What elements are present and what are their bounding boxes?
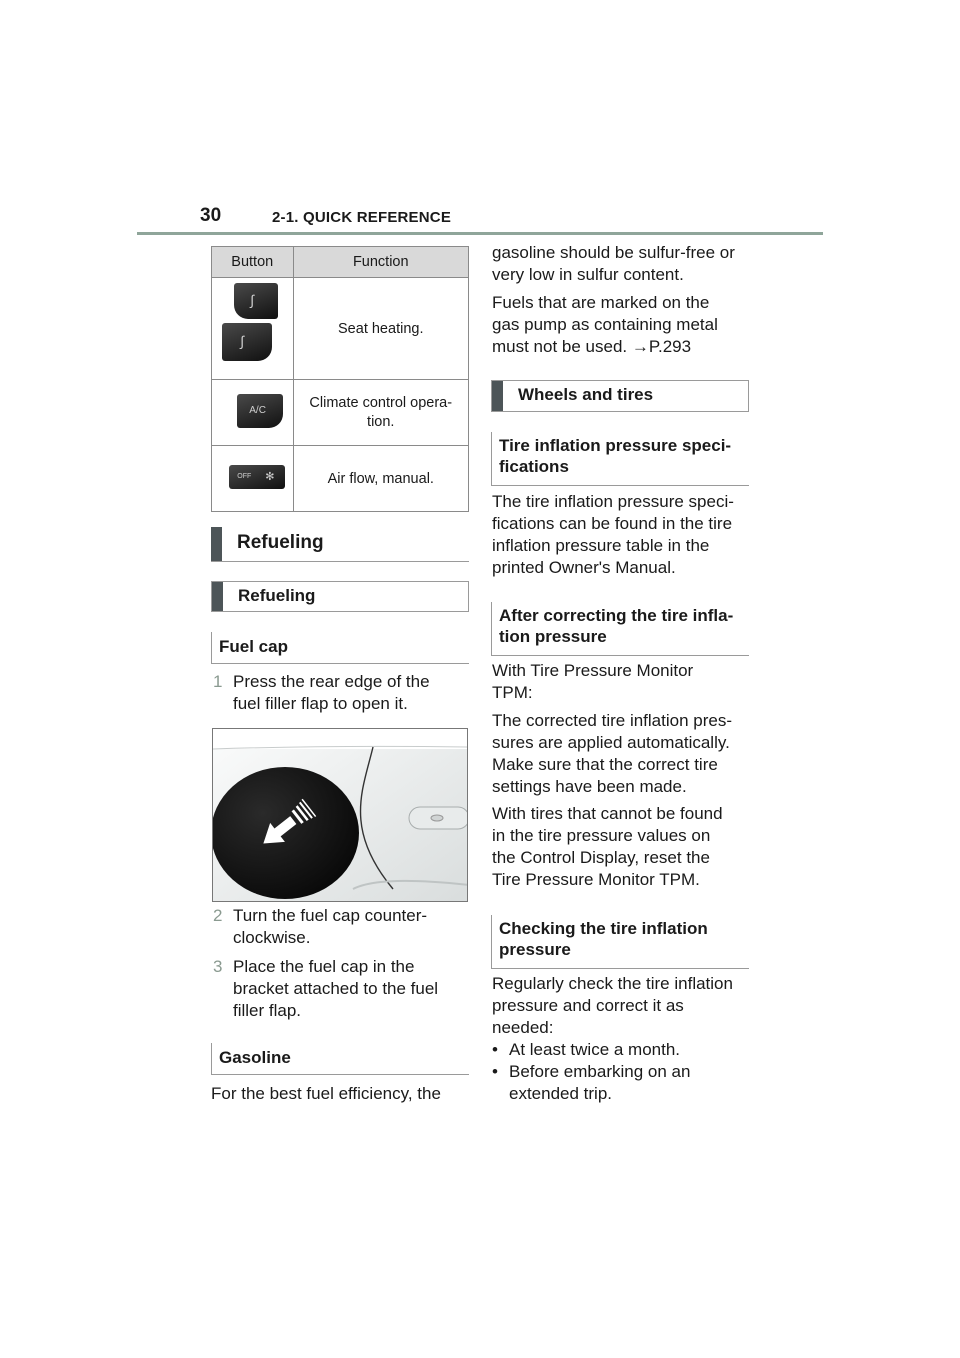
- heading-text: [499, 605, 733, 647]
- text-line: Make sure that the correct tire: [492, 755, 718, 774]
- button-function-table: [211, 246, 469, 512]
- text-line: in the tire pressure values on: [492, 826, 711, 845]
- text-line: The tire inflation pressure speci-: [492, 492, 734, 511]
- page-number: 30: [200, 205, 222, 226]
- bullet-list: [492, 1039, 690, 1105]
- heading-line: Tire inflation pressure speci-: [499, 436, 732, 455]
- table-header-function: Function: [293, 247, 468, 278]
- text-line: gasoline should be sulfur-free or: [492, 243, 735, 262]
- text-line: Turn the fuel cap counter-: [233, 906, 428, 925]
- step-2-text: [233, 905, 427, 949]
- paragraph-reset: [492, 803, 723, 891]
- text-line: Place the fuel cap in the: [233, 957, 415, 976]
- table-header-button: Button: [212, 247, 294, 278]
- function-line: tion.: [367, 413, 395, 430]
- paragraph-regularly: [492, 973, 733, 1039]
- text-line: Tire Pressure Monitor TPM.: [492, 870, 700, 889]
- text-line: printed Owner's Manual.: [492, 558, 676, 577]
- step-number: 1: [213, 672, 223, 691]
- function-seat-heating: Seat heating.: [293, 278, 468, 380]
- text-line: very low in sulfur content.: [492, 265, 684, 284]
- step-3-text: [233, 956, 438, 1022]
- text-line: sures are applied automatically.: [492, 733, 730, 752]
- table-row: [212, 278, 469, 380]
- paragraph-tpm: [492, 660, 693, 704]
- step-3: [213, 956, 222, 978]
- paragraph-sulfur: [492, 242, 735, 286]
- text-line: bracket attached to the fuel: [233, 979, 439, 998]
- text-line: fications can be found in the tire: [492, 514, 733, 533]
- paragraph-corrected: [492, 710, 732, 798]
- heading-text: Fuel cap: [219, 637, 288, 656]
- tire-pressure-spec-heading: [491, 432, 749, 486]
- text-line: settings have been made.: [492, 777, 687, 796]
- heading-line: pressure: [499, 940, 571, 959]
- fuel-filler-flap-arrow-icon: [213, 729, 468, 902]
- text-line: With Tire Pressure Monitor: [492, 661, 694, 680]
- text-line-with-page-link[interactable]: must not be used. →P.293: [492, 337, 692, 356]
- list-item: • At least twice a month.: [492, 1040, 681, 1059]
- bullet-text: At least twice a month.: [509, 1040, 681, 1059]
- text-line: fuel filler flap to open it.: [233, 694, 408, 713]
- text-line: gas pump as containing metal: [492, 315, 718, 334]
- step-1-text: [233, 671, 430, 715]
- text-line: the Control Display, reset the: [492, 848, 710, 867]
- text-line: Press the rear edge of the: [233, 672, 430, 691]
- ac-button-text: A/C: [249, 404, 266, 416]
- seat-heating-icon: ∫ ∫: [212, 278, 294, 380]
- paragraph-spec: [492, 491, 734, 579]
- heading-text: [499, 918, 708, 960]
- table-row: [212, 380, 469, 446]
- text-line: inflation pressure table in the: [492, 536, 710, 555]
- table-row: [212, 446, 469, 512]
- subsection-title: Refueling: [238, 586, 316, 605]
- gasoline-text: For the best fuel efficiency, the: [211, 1084, 441, 1103]
- subsection-wheels-and-tires: [491, 380, 749, 412]
- section-refueling: [211, 527, 469, 562]
- fuel-filler-flap-image: [212, 728, 468, 902]
- header-rule: [137, 232, 823, 235]
- bullet-text: Before embarking on an: [509, 1062, 691, 1081]
- step-2: [213, 905, 222, 927]
- heading-line: fications: [499, 457, 569, 476]
- heading-line: tion pressure: [499, 627, 607, 646]
- fuel-cap-heading: [211, 632, 469, 664]
- heading-text: Gasoline: [219, 1048, 291, 1067]
- subsection-title: Wheels and tires: [518, 385, 654, 404]
- text-line: With tires that cannot be found: [492, 804, 723, 823]
- bullet-text-continued: extended trip.: [509, 1084, 613, 1103]
- heading-text: [499, 435, 731, 477]
- text-line: TPM:: [492, 683, 533, 702]
- step-number: 3: [213, 957, 223, 976]
- text-line: Regularly check the tire inflation: [492, 974, 733, 993]
- step-1: [213, 671, 222, 693]
- function-air-flow: Air flow, manual.: [293, 446, 468, 512]
- text-line: filler flap.: [233, 1001, 302, 1020]
- text-line: The corrected tire inflation pres-: [492, 711, 732, 730]
- checking-pressure-heading: [491, 915, 749, 969]
- text-line: clockwise.: [233, 928, 311, 947]
- text-line: needed:: [492, 1018, 554, 1037]
- function-climate-control: [293, 380, 468, 446]
- step-number: 2: [213, 906, 223, 925]
- air-flow-icon: OFF ✻: [212, 446, 294, 512]
- after-correcting-heading: [491, 602, 749, 656]
- gasoline-heading: [211, 1043, 469, 1075]
- function-line: Climate control opera-: [309, 394, 453, 411]
- heading-line: Checking the tire inflation: [499, 919, 708, 938]
- section-header: 2-1. QUICK REFERENCE: [272, 209, 452, 226]
- list-item: • Before embarking on an: [492, 1062, 691, 1081]
- air-flow-off-text: OFF: [237, 472, 252, 480]
- ac-button-icon: [212, 380, 294, 446]
- heading-line: After correcting the tire infla-: [499, 606, 734, 625]
- text-line: pressure and correct it as: [492, 996, 684, 1015]
- section-title: Refueling: [237, 532, 324, 553]
- subsection-refueling: [211, 581, 469, 612]
- paragraph-metal: [492, 292, 718, 358]
- text-line: Fuels that are marked on the: [492, 293, 710, 312]
